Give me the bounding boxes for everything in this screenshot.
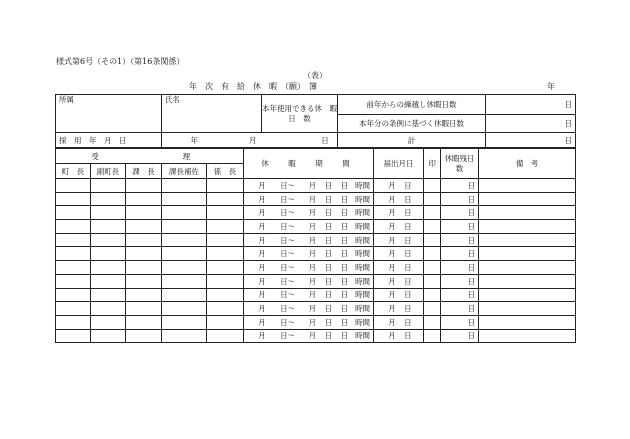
table-row [56, 247, 576, 261]
approval-cell[interactable] [126, 192, 162, 206]
approval-cell[interactable] [162, 315, 207, 329]
approval-cell[interactable] [126, 261, 162, 275]
name-cell: 氏名 [162, 95, 262, 133]
approval-cell[interactable] [91, 261, 126, 275]
approval-cell[interactable] [162, 179, 207, 193]
approval-cell[interactable] [207, 288, 244, 302]
approval-cell[interactable] [207, 329, 244, 343]
leave-period-header: 休 暇 期 間 [244, 149, 374, 179]
remarks-cell[interactable] [479, 274, 576, 288]
remaining-cell[interactable]: 日 [441, 220, 479, 234]
remarks-cell[interactable] [479, 247, 576, 261]
section-chief-header: 課 長 [126, 164, 162, 179]
approval-cell[interactable] [126, 206, 162, 220]
seal-cell[interactable] [424, 288, 441, 302]
remaining-cell[interactable]: 日 [441, 329, 479, 343]
remaining-cell[interactable]: 日 [441, 261, 479, 275]
table-row [56, 288, 576, 302]
remarks-header: 備 考 [479, 149, 576, 179]
year-label: 年 [547, 82, 555, 91]
remaining-cell[interactable]: 日 [441, 274, 479, 288]
seal-cell[interactable] [424, 261, 441, 275]
seal-header: 印 [424, 149, 441, 179]
approval-cell[interactable] [207, 274, 244, 288]
seal-cell[interactable] [424, 329, 441, 343]
submit-date-cell[interactable]: 月 日 [374, 329, 424, 343]
approval-cell[interactable] [91, 179, 126, 193]
table-row [56, 179, 576, 193]
approval-cell[interactable] [126, 179, 162, 193]
approval-cell[interactable] [56, 192, 91, 206]
submit-date-cell[interactable]: 月 日 [374, 315, 424, 329]
approval-cell[interactable] [91, 220, 126, 234]
approval-cell[interactable] [126, 302, 162, 316]
table-row [56, 192, 576, 206]
submit-date-cell[interactable]: 月 日 [374, 274, 424, 288]
seal-cell[interactable] [424, 302, 441, 316]
submit-date-cell[interactable]: 月 日 [374, 233, 424, 247]
seal-cell[interactable] [424, 233, 441, 247]
remarks-cell[interactable] [479, 220, 576, 234]
remaining-header: 休暇残日数 [441, 149, 479, 179]
approval-cell[interactable] [162, 261, 207, 275]
remarks-cell[interactable] [479, 329, 576, 343]
approval-cell[interactable] [162, 329, 207, 343]
approval-cell[interactable] [56, 220, 91, 234]
submit-date-cell[interactable]: 月 日 [374, 220, 424, 234]
remaining-cell[interactable]: 日 [441, 247, 479, 261]
table-row [56, 302, 576, 316]
seal-cell[interactable] [424, 206, 441, 220]
approval-cell[interactable] [207, 220, 244, 234]
submit-date-cell[interactable]: 月 日 [374, 288, 424, 302]
approval-cell[interactable] [126, 247, 162, 261]
carryover-days[interactable]: 日 [486, 95, 576, 115]
remaining-cell[interactable]: 日 [441, 206, 479, 220]
usable-days-label: 本年使用できる休 暇 日 数 [262, 95, 338, 133]
page-title: 年 次 有 給 休 暇 （願） 簿 [189, 82, 317, 91]
remarks-cell[interactable] [479, 233, 576, 247]
staff-header: 係 長 [207, 164, 244, 179]
approval-cell[interactable] [56, 206, 91, 220]
submit-date-cell[interactable]: 月 日 [374, 206, 424, 220]
table-row [56, 329, 576, 343]
approval-cell[interactable] [126, 220, 162, 234]
approval-cell[interactable] [162, 192, 207, 206]
approval-cell[interactable] [207, 247, 244, 261]
remarks-cell[interactable] [479, 288, 576, 302]
remarks-cell[interactable] [479, 192, 576, 206]
leave-period-cell[interactable]: 月 日～ 月 日 日 時間 [244, 274, 374, 288]
table-row [56, 261, 576, 275]
leave-period-cell[interactable]: 月 日～ 月 日 日 時間 [244, 247, 374, 261]
header-table [55, 94, 576, 148]
approval-cell[interactable] [162, 206, 207, 220]
approval-cell[interactable] [126, 315, 162, 329]
deputy-header: 副町長 [91, 164, 126, 179]
leave-period-cell[interactable]: 月 日～ 月 日 日 時間 [244, 206, 374, 220]
leave-table [55, 148, 576, 343]
leave-period-cell[interactable]: 月 日～ 月 日 日 時間 [244, 302, 374, 316]
ordinance-days[interactable]: 日 [486, 115, 576, 133]
approval-cell[interactable] [207, 206, 244, 220]
submit-date-cell[interactable]: 月 日 [374, 247, 424, 261]
front-label: （表） [303, 71, 327, 80]
approval-cell[interactable] [56, 302, 91, 316]
total-label: 計 [338, 133, 486, 148]
approval-cell[interactable] [207, 315, 244, 329]
table-row [56, 233, 576, 247]
approval-cell[interactable] [207, 179, 244, 193]
seal-cell[interactable] [424, 179, 441, 193]
leave-period-cell[interactable]: 月 日～ 月 日 日 時間 [244, 192, 374, 206]
approval-cell[interactable] [56, 288, 91, 302]
approval-cell[interactable] [91, 192, 126, 206]
table-row [56, 206, 576, 220]
approval-cell[interactable] [91, 233, 126, 247]
seal-cell[interactable] [424, 192, 441, 206]
leave-period-cell[interactable]: 月 日～ 月 日 日 時間 [244, 261, 374, 275]
approval-cell[interactable] [126, 274, 162, 288]
table-row [56, 274, 576, 288]
approval-cell[interactable] [162, 233, 207, 247]
leave-period-cell[interactable]: 月 日～ 月 日 日 時間 [244, 233, 374, 247]
leave-period-cell[interactable]: 月 日～ 月 日 日 時間 [244, 315, 374, 329]
table-row [56, 220, 576, 234]
approval-cell[interactable] [91, 288, 126, 302]
approval-cell[interactable] [207, 233, 244, 247]
approval-cell[interactable] [162, 247, 207, 261]
assistant-header: 課長補佐 [162, 164, 207, 179]
approval-cell[interactable] [56, 247, 91, 261]
approval-cell[interactable] [91, 274, 126, 288]
leave-period-cell[interactable]: 月 日～ 月 日 日 時間 [244, 179, 374, 193]
approval-cell[interactable] [162, 220, 207, 234]
total-days[interactable]: 日 [486, 133, 576, 148]
remarks-cell[interactable] [479, 261, 576, 275]
remaining-cell[interactable]: 日 [441, 302, 479, 316]
form-number: 様式第6号（その1）（第16条関係） [56, 57, 185, 66]
seal-cell[interactable] [424, 274, 441, 288]
approval-cell[interactable] [126, 288, 162, 302]
approval-cell[interactable] [56, 233, 91, 247]
remarks-cell[interactable] [479, 206, 576, 220]
approval-cell[interactable] [162, 302, 207, 316]
approval-cell[interactable] [91, 206, 126, 220]
leave-period-cell[interactable]: 月 日～ 月 日 日 時間 [244, 220, 374, 234]
approval-cell[interactable] [56, 315, 91, 329]
approval-cell[interactable] [162, 274, 207, 288]
approval-cell[interactable] [207, 261, 244, 275]
approval-cell[interactable] [91, 302, 126, 316]
hire-date-value[interactable]: 年 月 日 [162, 133, 338, 148]
hire-date-label: 採 用 年 月 日 [56, 133, 162, 148]
approval-cell[interactable] [91, 329, 126, 343]
seal-cell[interactable] [424, 247, 441, 261]
ordinance-label: 本年分の条例に基づく休暇日数 [338, 115, 486, 133]
approval-cell[interactable] [56, 274, 91, 288]
submit-date-cell[interactable]: 月 日 [374, 192, 424, 206]
submit-date-header: 届出月日 [374, 149, 424, 179]
remarks-cell[interactable] [479, 315, 576, 329]
remaining-cell[interactable]: 日 [441, 315, 479, 329]
leave-period-cell[interactable]: 月 日～ 月 日 日 時間 [244, 288, 374, 302]
remarks-cell[interactable] [479, 179, 576, 193]
approval-cell[interactable] [126, 329, 162, 343]
town-chief-header: 町 長 [56, 164, 91, 179]
approval-cell[interactable] [207, 192, 244, 206]
remarks-cell[interactable] [479, 302, 576, 316]
approval-cell[interactable] [56, 329, 91, 343]
approval-cell[interactable] [126, 233, 162, 247]
approval-cell[interactable] [207, 302, 244, 316]
approval-cell[interactable] [56, 261, 91, 275]
table-row [56, 315, 576, 329]
approval-cell[interactable] [162, 288, 207, 302]
approval-cell[interactable] [91, 247, 126, 261]
remaining-cell[interactable]: 日 [441, 288, 479, 302]
remaining-cell[interactable]: 日 [441, 179, 479, 193]
submit-date-cell[interactable]: 月 日 [374, 302, 424, 316]
approval-cell[interactable] [91, 315, 126, 329]
submit-date-cell[interactable]: 月 日 [374, 261, 424, 275]
dept-cell: 所属 [56, 95, 162, 133]
receipt-processing-header: 受 理 [56, 149, 244, 164]
leave-period-cell[interactable]: 月 日～ 月 日 日 時間 [244, 329, 374, 343]
carryover-label: 前年からの繰越し休暇日数 [338, 95, 486, 115]
remaining-cell[interactable]: 日 [441, 233, 479, 247]
remaining-cell[interactable]: 日 [441, 192, 479, 206]
submit-date-cell[interactable]: 月 日 [374, 179, 424, 193]
seal-cell[interactable] [424, 315, 441, 329]
approval-cell[interactable] [56, 179, 91, 193]
seal-cell[interactable] [424, 220, 441, 234]
